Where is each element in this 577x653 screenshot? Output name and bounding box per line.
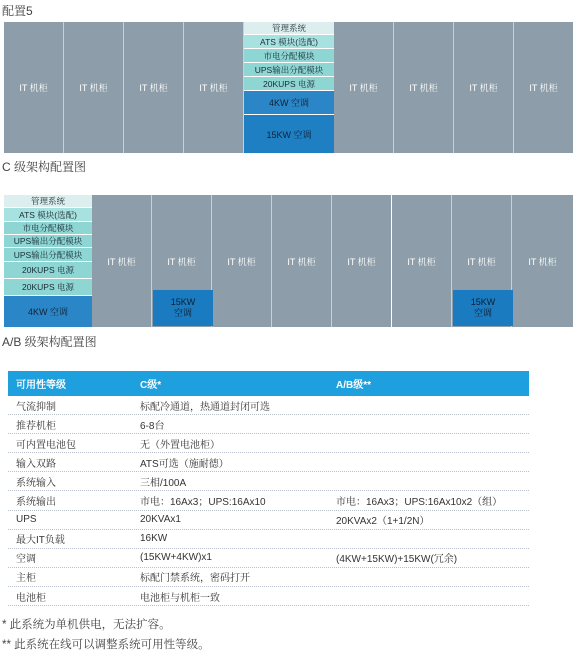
it-cabinet: IT 机柜 [152,195,212,327]
row-label: 空调 [16,554,36,566]
ac-15kw: 15KW 空调 [453,290,513,326]
header-ab: A/B级** [336,380,372,391]
row-label: 电池柜 [16,592,46,604]
ab-level-diagram [4,195,573,327]
table-header [8,371,529,396]
it-cabinet: IT 机柜 [392,195,452,327]
caption-c-level: C 级架构配置图 [2,160,87,174]
management-cabinet [244,22,334,153]
ats-module: ATS 模块(选配) [244,35,334,49]
availability-table [8,371,529,611]
row-label: 最大IT负载 [16,535,65,547]
table-row [8,511,529,530]
table-row [8,568,529,587]
footnote-1: * 此系统为单机供电，无法扩容。 [2,619,171,631]
table-row [8,549,529,568]
header-level: 可用性等级 [16,380,66,391]
ups-output-distribution-module: UPS输出分配模块 [4,235,92,248]
table-row [8,472,529,491]
caption-ab-level: A/B 级架构配置图 [2,335,97,349]
row-label: 系统输出 [16,497,56,509]
c-value: 标配门禁系统，密码打开 [140,573,250,585]
table-row [8,492,529,511]
mains-distribution-module: 市电分配模块 [244,49,334,63]
it-cabinet: IT 机柜 [212,195,272,327]
ab-value: 20KVAx2（1+1/2N） [336,516,430,528]
header-c: C级* [140,380,162,391]
it-cabinet: IT 机柜 [454,22,514,153]
it-cabinet: IT 机柜 [332,195,392,327]
table-row [8,587,529,606]
it-cabinet: IT 机柜 [64,22,124,153]
row-label: 系统输入 [16,477,56,489]
table-row [8,396,529,415]
c-value: ATS可选（施耐德） [140,458,229,470]
ab-value: (4KW+15KW)+15KW(冗余) [336,554,458,566]
c-value: 市电：16Ax3；UPS:16Ax10 [140,497,266,509]
ups-power: 20KUPS 电源 [4,262,92,279]
ups-power: 20KUPS 电源 [4,279,92,296]
it-cabinet: IT 机柜 [512,195,573,327]
it-cabinet: IT 机柜 [334,22,394,153]
it-cabinet: IT 机柜 [514,22,573,153]
mains-distribution-module: 市电分配模块 [4,222,92,235]
c-value: 16KW [140,533,168,545]
it-cabinet: IT 机柜 [394,22,454,153]
ac-15kw: 15KW 空调 [244,115,334,153]
mgmt-header: 管理系统 [244,22,334,35]
mgmt-header: 管理系统 [4,195,92,208]
ac-4kw: 4KW 空调 [4,296,92,327]
table-row [8,530,529,549]
row-label: 主柜 [16,573,36,585]
ups-power: 20KUPS 电源 [244,77,334,91]
it-cabinet: IT 机柜 [452,195,512,327]
ab-value: 市电：16Ax3；UPS:16Ax10x2（组） [336,497,503,509]
it-cabinet: IT 机柜 [124,22,184,153]
ac-4kw: 4KW 空调 [244,91,334,115]
it-cabinet: IT 机柜 [184,22,244,153]
management-cabinet [4,195,92,327]
row-label: 推荐机柜 [16,420,56,432]
c-value: 20KVAx1 [140,514,181,526]
it-cabinet: IT 机柜 [92,195,152,327]
ac-15kw: 15KW 空调 [153,290,213,326]
table-row [8,415,529,434]
table-row [8,453,529,472]
c-level-diagram [4,22,573,153]
table-row [8,434,529,453]
row-label: UPS [16,514,37,526]
row-label: 气流抑制 [16,401,56,413]
ats-module: ATS 模块(选配) [4,208,92,222]
c-value: 三相/100A [140,477,187,489]
it-cabinet: IT 机柜 [4,22,64,153]
footnote-2: ** 此系统在线可以调整系统可用性等级。 [2,639,210,651]
c-value: 无（外置电池柜） [140,439,220,451]
it-cabinet: IT 机柜 [272,195,332,327]
row-label: 可内置电池包 [16,439,76,451]
ups-output-distribution-module: UPS输出分配模块 [4,248,92,262]
c-value: 标配冷通道，热通道封闭可选 [140,401,270,413]
c-value: (15KW+4KW)x1 [140,552,212,564]
c-value: 电池柜与机柜一致 [140,592,220,604]
row-label: 输入双路 [16,458,56,470]
ups-output-distribution-module: UPS输出分配模块 [244,63,334,77]
c-value: 6-8台 [140,420,165,432]
config-title: 配置5 [2,4,33,18]
